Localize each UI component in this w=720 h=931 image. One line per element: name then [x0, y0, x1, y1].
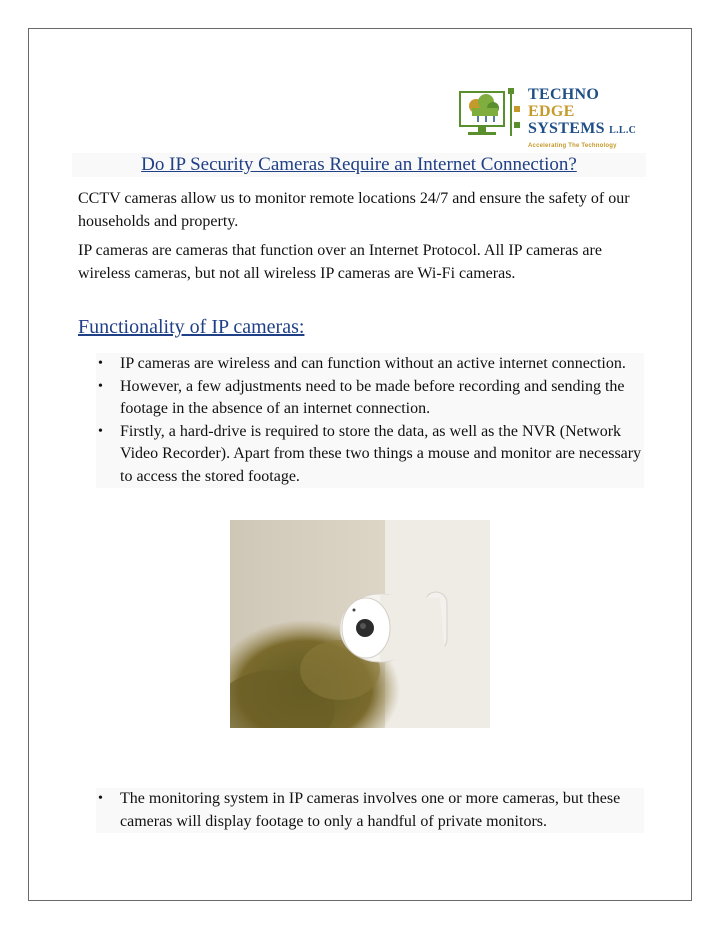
list-item-text: However, a few adjustments need to be made before recording and sending the footage in the absence of an internet connection.	[120, 377, 625, 417]
monitoring-bullet-list	[96, 788, 644, 833]
list-item	[96, 376, 644, 421]
logo-tagline: Accelerating The Technology	[528, 143, 617, 149]
list-item-text: The monitoring system in IP cameras involves one or more cameras, but these cameras will display footage to only a handful of private monitors.	[120, 790, 621, 830]
functionality-bullet-list	[96, 353, 644, 488]
logo-line-edge: EDGE	[528, 103, 575, 120]
logo-line-techno: TECHNO	[528, 86, 600, 103]
list-item-text: Firstly, a hard-drive is required to store the data, as well as the NVR (Network Video Recorder). Apart from these two things a mouse and monitor are necessary to access the stored footage.	[120, 422, 642, 485]
intro-paragraph-2: IP cameras are cameras that function over an Internet Protocol. All IP cameras are wireless cameras, but not all wireless IP cameras are Wi-Fi cameras.	[78, 242, 602, 282]
list-item	[96, 353, 644, 376]
camera-image	[230, 520, 490, 728]
bullet-icon: •	[98, 423, 103, 439]
list-item	[96, 421, 644, 489]
logo-llc-suffix: L.L.C	[609, 125, 637, 136]
logo-systems-text: SYSTEMS	[528, 120, 605, 137]
section-subheading: Functionality of IP cameras:	[78, 316, 305, 338]
list-item-text: IP cameras are wireless and can function without an active internet connection.	[120, 355, 626, 372]
company-logo	[458, 86, 658, 149]
bullet-icon: •	[98, 791, 103, 806]
logo-line-systems	[528, 120, 636, 139]
logo-wordmark	[528, 86, 636, 155]
page-title: Do IP Security Cameras Require an Internet Connection?	[72, 153, 646, 177]
logo-icon	[458, 86, 524, 144]
bullet-icon: •	[98, 356, 103, 371]
intro-paragraph-1: CCTV cameras allow us to monitor remote locations 24/7 and ensure the safety of our households and property.	[78, 190, 630, 230]
bullet-icon: •	[98, 378, 103, 394]
list-item	[96, 788, 644, 833]
security-camera-photo	[230, 520, 490, 728]
